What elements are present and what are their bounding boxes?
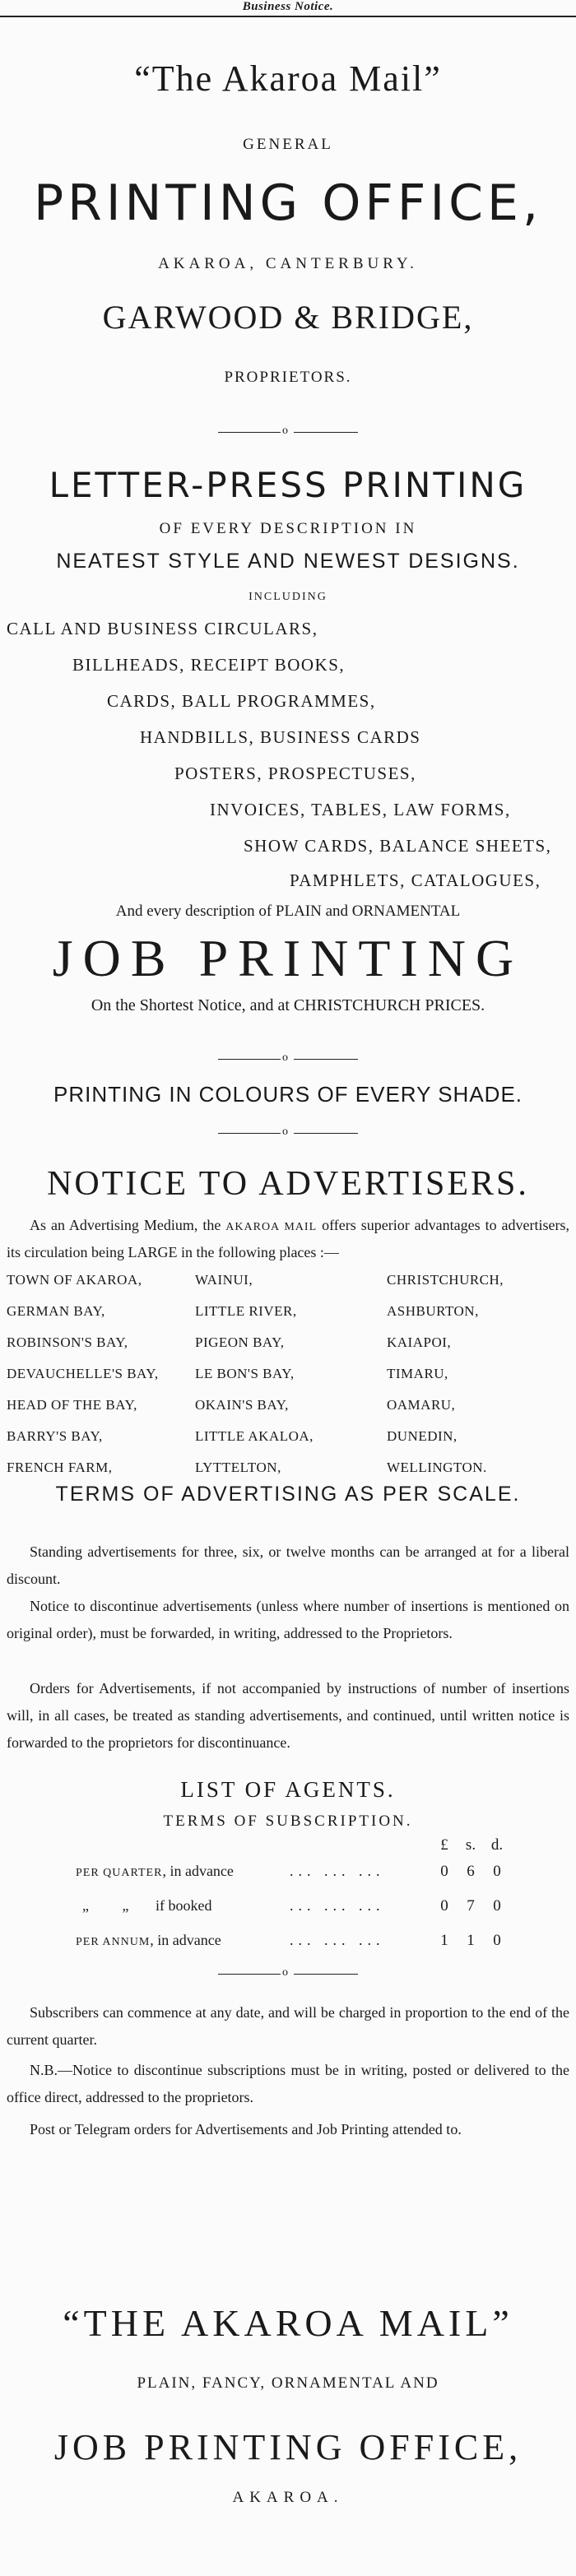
leader-dots: ... ... ... — [290, 1897, 385, 1914]
paragraph-orders: Orders for Advertisements, if not accompanied by instructions of number of insertions will, in all cases, be treated as standing advertisements, and continued, until written notice is forwarded to the proprietors for discontinuance. — [7, 1680, 569, 1751]
list-of-agents-heading: LIST OF AGENTS. — [180, 1777, 396, 1802]
subscription-row-label: „ „ if booked — [82, 1897, 212, 1914]
job-printing-heading: JOB PRINTING — [52, 929, 524, 987]
proprietors-label: PROPRIETORS. — [224, 369, 352, 386]
place-name: LITTLE RIVER, — [195, 1303, 297, 1319]
leader-dots: ... ... ... — [290, 1932, 385, 1948]
every-description-line: OF EVERY DESCRIPTION IN — [159, 520, 417, 537]
service-item: SHOW CARDS, BALANCE SHEETS, — [244, 836, 552, 856]
shortest-notice-line: On the Shortest Notice, and at CHRISTCHURCH PRICES. — [91, 996, 485, 1014]
place-name: LITTLE AKALOA, — [195, 1428, 314, 1444]
colours-line: PRINTING IN COLOURS OF EVERY SHADE. — [53, 1082, 523, 1107]
service-item: POSTERS, PROSPECTUSES, — [174, 764, 416, 783]
letterpress-heading: LETTER-PRESS PRINTING — [49, 465, 527, 505]
place-name: WELLINGTON. — [387, 1460, 487, 1475]
printing-office-heading: PRINTING OFFICE, — [33, 174, 543, 232]
footer-mail-title: “THE AKAROA MAIL” — [63, 2302, 513, 2344]
price-pence: 0 — [493, 1932, 501, 1949]
paragraph-post-telegram: Post or Telegram orders for Advertisements and Job Printing attended to. — [30, 2121, 462, 2137]
subscription-row-label: PER ANNUM, in advance — [76, 1932, 221, 1948]
notice-intro: As an Advertising Medium, the AKAROA MAIL offers superior advantages to advertisers, its circulation being LARGE in the following places :— — [7, 1217, 570, 1260]
place-name: HEAD OF THE BAY, — [7, 1397, 137, 1413]
service-item: INVOICES, TABLES, LAW FORMS, — [210, 800, 511, 819]
neatest-style-line: NEATEST STYLE AND NEWEST DESIGNS. — [56, 550, 520, 573]
price-pence: 0 — [493, 1863, 501, 1880]
service-item: PAMPHLETS, CATALOGUES, — [290, 870, 541, 890]
service-item: CALL AND BUSINESS CIRCULARS, — [7, 619, 318, 638]
footer-location: AKAROA. — [232, 2489, 344, 2506]
footer-job-printing-office: JOB PRINTING OFFICE, — [53, 2427, 523, 2467]
service-item: BILLHEADS, RECEIPT BOOKS, — [72, 655, 346, 675]
terms-of-advertising: TERMS OF ADVERTISING AS PER SCALE. — [55, 1483, 521, 1506]
currency-pence-header: d. — [490, 1836, 504, 1854]
price-pounds: 0 — [440, 1897, 448, 1915]
price-pence: 0 — [493, 1897, 501, 1915]
footer-plain-fancy-line: PLAIN, FANCY, ORNAMENTAL AND — [137, 2374, 439, 2392]
notice-heading: NOTICE TO ADVERTISERS. — [47, 1165, 529, 1203]
leader-dots: ... ... ... — [290, 1863, 385, 1879]
section-divider: o — [218, 1968, 358, 1980]
and-every-description-line: And every description of PLAIN and ORNAMENTAL — [115, 903, 461, 920]
service-item: CARDS, BALL PROGRAMMES, — [107, 691, 376, 711]
paragraph-discontinue-ads: Notice to discontinue advertisements (unless where number of insertions is mentioned on original order), must be forwarded, in writing, addressed to the Proprietors. — [7, 1598, 569, 1641]
place-name: GERMAN BAY, — [7, 1303, 105, 1319]
location-line: AKAROA, CANTERBURY. — [158, 255, 418, 272]
section-divider: o — [218, 1053, 358, 1065]
place-name: FRENCH FARM, — [7, 1460, 113, 1475]
paragraph-nb-notice: N.B.—Notice to discontinue subscriptions must be in writing, posted or delivered to the office direct, addressed to the proprietors. — [7, 2062, 569, 2105]
price-pounds: 1 — [440, 1932, 448, 1949]
place-name: DEVAUCHELLE'S BAY, — [7, 1366, 159, 1381]
place-name: TIMARU, — [387, 1366, 448, 1381]
place-name: LYTTELTON, — [195, 1460, 281, 1475]
subscription-row-label: PER QUARTER, in advance — [76, 1863, 234, 1879]
price-shillings: 6 — [467, 1863, 475, 1880]
place-name: WAINUI, — [195, 1272, 253, 1288]
place-name: LE BON'S BAY, — [195, 1366, 295, 1381]
price-pounds: 0 — [440, 1863, 448, 1880]
place-name: ASHBURTON, — [387, 1303, 479, 1319]
currency-shillings-header: s. — [465, 1836, 476, 1854]
place-name: TOWN OF AKAROA, — [7, 1272, 142, 1288]
paragraph-subscribers: Subscribers can commence at any date, and will be charged in proportion to the end of the current quarter. — [7, 2004, 569, 2048]
header-label: Business Notice. — [242, 0, 334, 13]
place-name: ROBINSON'S BAY, — [7, 1334, 128, 1350]
place-name: DUNEDIN, — [387, 1428, 458, 1444]
paragraph-standing-ads: Standing advertisements for three, six, or twelve months can be arranged at for a liberal discount. — [7, 1543, 569, 1587]
masthead-title: “The Akaroa Mail” — [134, 58, 442, 99]
place-name: PIGEON BAY, — [195, 1334, 285, 1350]
price-shillings: 1 — [467, 1932, 475, 1949]
terms-of-subscription-heading: TERMS OF SUBSCRIPTION. — [163, 1812, 413, 1830]
service-item: HANDBILLS, BUSINESS CARDS — [140, 727, 421, 747]
including-label: INCLUDING — [249, 591, 327, 603]
place-name: OKAIN'S BAY, — [195, 1397, 289, 1413]
proprietor-names: GARWOOD & BRIDGE, — [102, 299, 474, 336]
place-name: BARRY'S BAY, — [7, 1428, 103, 1444]
section-divider: o — [218, 426, 358, 438]
place-name: KAIAPOI, — [387, 1334, 452, 1350]
general-label: GENERAL — [243, 136, 333, 153]
header-rule — [0, 16, 576, 17]
place-name: CHRISTCHURCH, — [387, 1272, 504, 1288]
section-divider: o — [218, 1127, 358, 1139]
place-name: OAMARU, — [387, 1397, 456, 1413]
price-shillings: 7 — [467, 1897, 475, 1915]
currency-pounds-header: £ — [440, 1836, 448, 1854]
